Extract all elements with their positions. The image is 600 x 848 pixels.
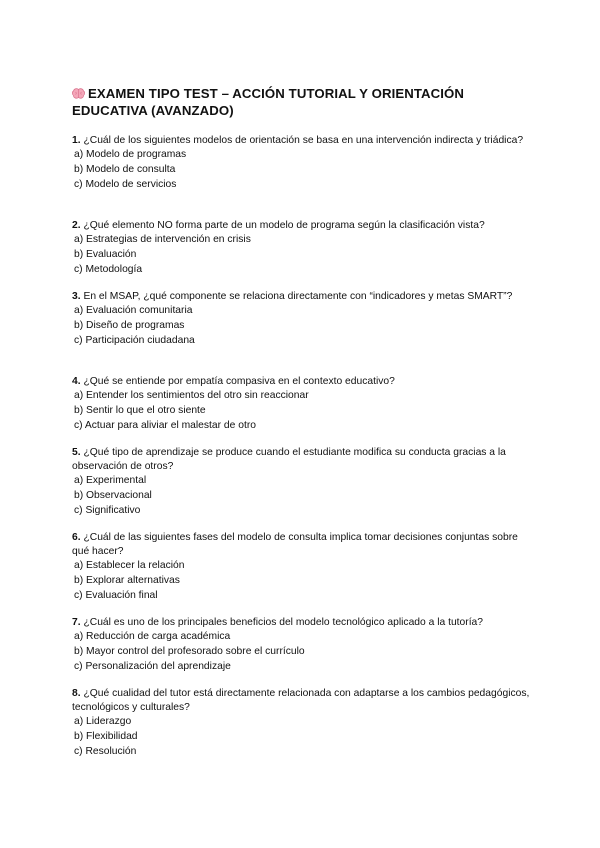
- option-c: c) Participación ciudadana: [74, 334, 195, 346]
- question-1: [72, 134, 532, 192]
- option-a: a) Experimental: [74, 475, 147, 486]
- question-4: [72, 375, 532, 433]
- question-number: 3.: [72, 291, 81, 302]
- option-a: a) Establecer la relación: [74, 560, 185, 571]
- question-text: [72, 446, 532, 474]
- question-number: 7.: [72, 617, 81, 628]
- option-b: b) Sentir lo que el otro siente: [74, 404, 206, 416]
- question-number: 2.: [72, 220, 81, 231]
- question-prompt: En el MSAP, ¿qué componente se relaciona directamente con “indicadores y metas SMART”?: [83, 291, 513, 302]
- question-prompt: ¿Cuál de las siguientes fases del modelo de consulta implica tomar decisiones conjuntas sobre qué hacer?: [72, 532, 518, 557]
- question-number: 6.: [72, 532, 81, 543]
- question-2: [72, 219, 532, 277]
- question-text: [72, 531, 532, 559]
- option-b: b) Explorar alternativas: [74, 574, 180, 586]
- question-8: [72, 687, 532, 759]
- option-a: a) Entender los sentimientos del otro sin reaccionar: [74, 390, 309, 401]
- question-prompt: ¿Qué elemento NO forma parte de un modelo de programa según la clasificación vista?: [83, 220, 485, 231]
- question-7: [72, 616, 532, 674]
- exam-title-text: EXAMEN TIPO TEST – ACCIÓN TUTORIAL Y ORIENTACIÓN EDUCATIVA (AVANZADO): [72, 86, 465, 118]
- option-b: b) Mayor control del profesorado sobre el currículo: [74, 645, 305, 657]
- question-prompt: ¿Qué tipo de aprendizaje se produce cuando el estudiante modifica su conducta gracias a la observación de otros?: [72, 447, 506, 472]
- question-prompt: ¿Cuál de los siguientes modelos de orientación se basa en una intervención indirecta y triádica?: [83, 135, 524, 146]
- question-number: 1.: [72, 135, 81, 146]
- option-c: c) Modelo de servicios: [74, 178, 177, 190]
- option-b: b) Diseño de programas: [74, 319, 185, 331]
- option-b: b) Evaluación: [74, 248, 137, 260]
- question-5: [72, 446, 532, 518]
- question-3: [72, 290, 532, 348]
- question-number: 8.: [72, 688, 81, 699]
- option-c: c) Actuar para aliviar el malestar de otro: [74, 419, 256, 431]
- option-b: b) Modelo de consulta: [74, 163, 176, 175]
- option-a: a) Modelo de programas: [74, 149, 187, 160]
- option-a: a) Liderazgo: [74, 716, 132, 727]
- question-prompt: ¿Qué se entiende por empatía compasiva en el contexto educativo?: [83, 376, 395, 387]
- question-text: [72, 134, 532, 148]
- option-a: a) Reducción de carga académica: [74, 631, 231, 642]
- option-c: c) Metodología: [74, 263, 143, 275]
- question-text: [72, 375, 532, 389]
- option-c: c) Evaluación final: [74, 589, 158, 601]
- option-b: b) Observacional: [74, 489, 152, 501]
- option-a: a) Estrategias de intervención en crisis: [74, 234, 251, 245]
- question-number: 5.: [72, 447, 81, 458]
- question-text: [72, 616, 532, 630]
- question-text: [72, 219, 532, 233]
- option-c: c) Significativo: [74, 504, 141, 516]
- question-prompt: ¿Qué cualidad del tutor está directamente relacionada con adaptarse a los cambios pedagógicos, tecnológicos y culturales?: [72, 688, 530, 713]
- question-6: [72, 531, 532, 603]
- question-prompt: ¿Cuál es uno de los principales beneficios del modelo tecnológico aplicado a la tutoría?: [83, 617, 484, 628]
- option-c: c) Resolución: [74, 745, 137, 757]
- option-c: c) Personalización del aprendizaje: [74, 660, 231, 672]
- question-text: [72, 687, 532, 715]
- exam-title: [72, 85, 542, 119]
- question-text: [72, 290, 532, 304]
- question-number: 4.: [72, 376, 81, 387]
- option-a: a) Evaluación comunitaria: [74, 305, 193, 316]
- brain-icon: [72, 88, 85, 99]
- option-b: b) Flexibilidad: [74, 730, 138, 742]
